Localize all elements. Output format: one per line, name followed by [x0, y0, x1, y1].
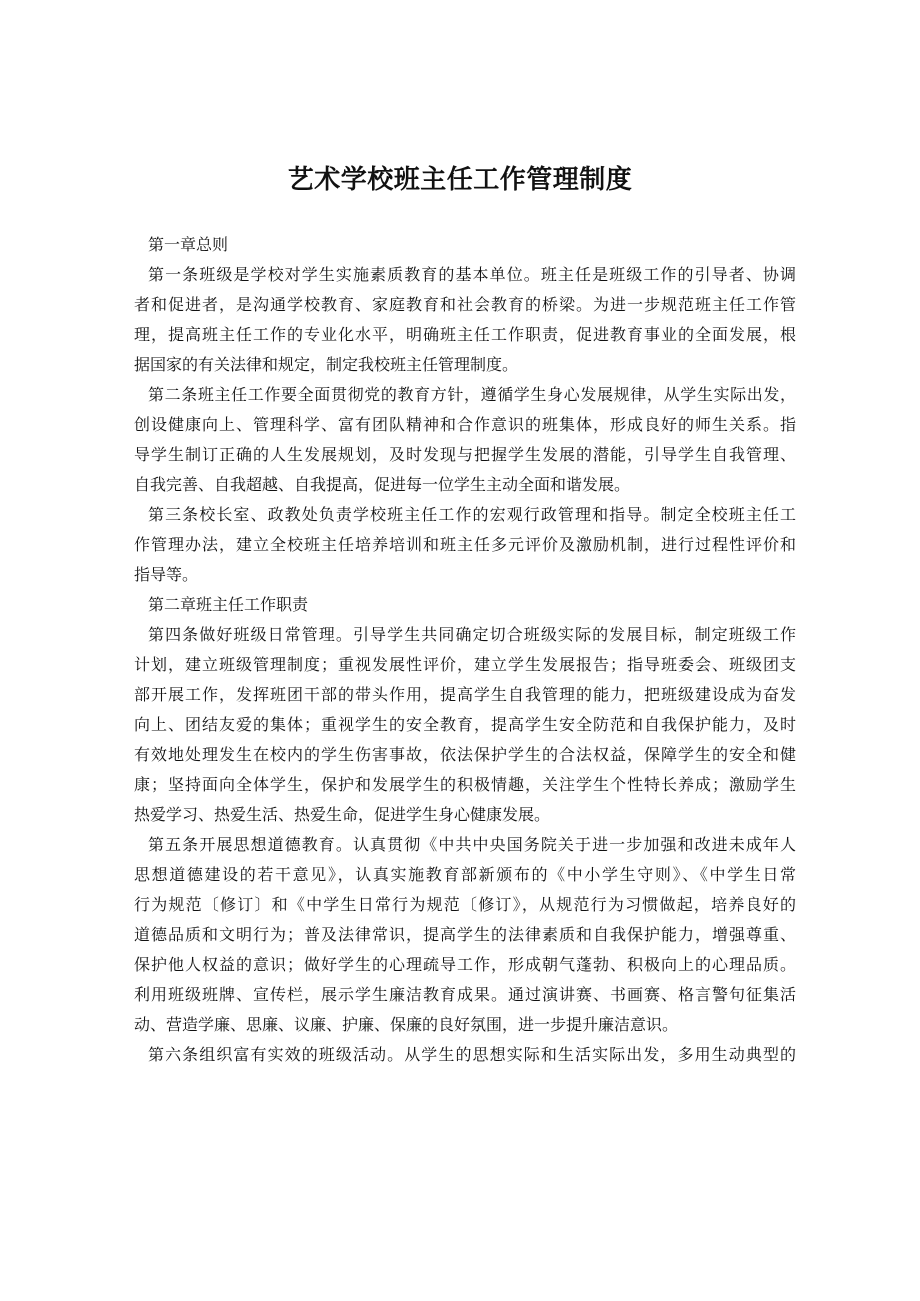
paragraph-line: 利用班级班牌、宣传栏，展示学生廉洁教育成果。通过演讲赛、书画赛、格言警句征集活: [134, 985, 796, 1004]
paragraph-line: 向上、团结友爱的集体；重视学生的安全教育，提高学生安全防范和自我保护能力，及时: [134, 715, 796, 734]
paragraph-line: 计划，建立班级管理制度；重视发展性评价，建立学生发展报告；指导班委会、班级团支: [134, 655, 796, 674]
paragraph-first-line: 第一章总则: [148, 235, 229, 254]
paragraph-first-line: 第五条开展思想道德教育。认真贯彻《中共中央国务院关于进一步加强和改进未成年人: [148, 835, 796, 854]
paragraph-line: 指导等。: [134, 565, 199, 584]
paragraph-line: 导学生制订正确的人生发展规划，及时发现与把握学生发展的潜能，引导学生自我管理、: [134, 445, 796, 464]
paragraph-first-line: 第三条校长室、政教处负责学校班主任工作的宏观行政管理和指导。制定全校班主任工: [148, 505, 796, 524]
paragraph-line: 部开展工作，发挥班团干部的带头作用，提高学生自我管理的能力，把班级建设成为奋发: [134, 685, 796, 704]
paragraph-line: 行为规范〔修订〕和《中学生日常行为规范〔修订》，从规范行为习惯做起，培养良好的: [134, 895, 796, 914]
paragraph-line: 作管理办法，建立全校班主任培养培训和班主任多元评价及激励机制，进行过程性评价和: [134, 535, 796, 554]
paragraph-first-line: 第二章班主任工作职责: [148, 595, 309, 614]
paragraph-line: 道德品质和文明行为；普及法律常识，提高学生的法律素质和自我保护能力，增强尊重、: [134, 925, 796, 944]
paragraph-line: 自我完善、自我超越、自我提高，促进每一位学生主动全面和谐发展。: [134, 475, 631, 494]
paragraph-first-line: 第二条班主任工作要全面贯彻党的教育方针，遵循学生身心发展规律，从学生实际出发，: [148, 385, 796, 404]
paragraph-first-line: 第四条做好班级日常管理。引导学生共同确定切合班级实际的发展目标，制定班级工作: [148, 625, 796, 644]
paragraph-line: 保护他人权益的意识；做好学生的心理疏导工作，形成朝气蓬勃、积极向上的心理品质。: [134, 955, 796, 974]
paragraph-line: 康；坚持面向全体学生，保护和发展学生的积极情趣，关注学生个性特长养成；激励学生: [134, 775, 796, 794]
paragraph-line: 理，提高班主任工作的专业化水平，明确班主任工作职责，促进教育事业的全面发展，根: [134, 325, 796, 344]
document-title: 艺术学校班主任工作管理制度: [287, 165, 633, 195]
paragraph-line: 思想道德建设的若干意见》，认真实施教育部新颁布的《中小学生守则》、《中学生日常: [134, 865, 796, 884]
paragraph-line: 者和促进者，是沟通学校教育、家庭教育和社会教育的桥梁。为进一步规范班主任工作管: [134, 295, 796, 314]
paragraph-line: 创设健康向上、管理科学、富有团队精神和合作意识的班集体，形成良好的师生关系。指: [134, 415, 796, 434]
paragraph-line: 热爱学习、热爱生活、热爱生命，促进学生身心健康发展。: [134, 805, 551, 824]
paragraph-first-line: 第一条班级是学校对学生实施素质教育的基本单位。班主任是班级工作的引导者、协调: [148, 265, 796, 284]
paragraph-first-line: 第六条组织富有实效的班级活动。从学生的思想实际和生活实际出发，多用生动典型的: [148, 1045, 796, 1064]
paragraph-line: 据国家的有关法律和规定，制定我校班主任管理制度。: [134, 355, 519, 374]
paragraph-line: 动、营造学廉、思廉、议廉、护廉、保廉的良好氛围，进一步提升廉洁意识。: [134, 1015, 679, 1034]
paragraph-line: 有效地处理发生在校内的学生伤害事故，依法保护学生的合法权益，保障学生的安全和健: [134, 745, 796, 764]
document-body: [134, 230, 796, 1070]
